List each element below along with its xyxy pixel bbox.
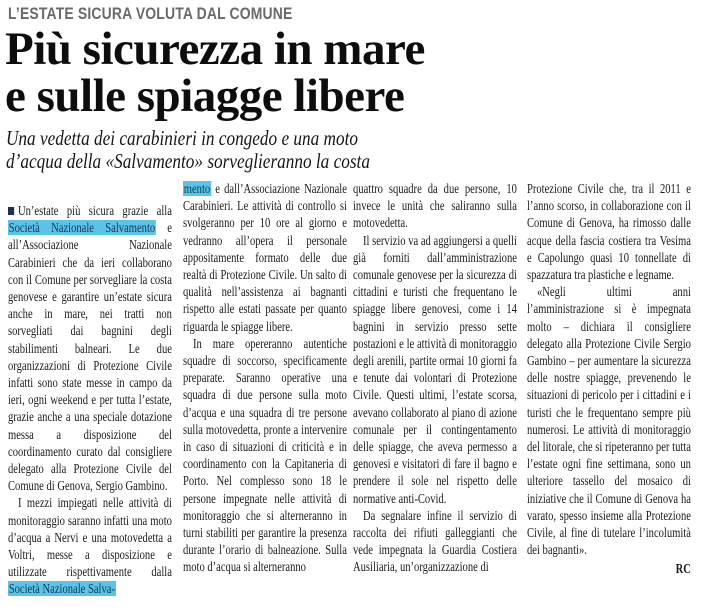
headline: [5, 23, 425, 122]
text-run: Da segnalare infine il servizio di raccolta dei rifiuti galleggianti che vede impegnata la Guardia Costiera Ausiliaria, un’organizzazione di: [353, 507, 517, 575]
text-run: e all’Associazione Nazionale Carabinieri che da ieri collaborano con il Comune per sorvegliare la costa genovese e garantire un’estate sicura anche in mare, nei tratti non sorvegliati dai bagnini degli stabilimenti balneari. Le due organizzazioni di Protezione Civile infatti sono state messe in campo da ieri, ogni weekend e per tutta l’estate, grazie anche a una speciale dotazione messa a disposizione del coordinamento curato dal consigliere delegato alla Protezione Civile del Comune di Genova, Sergio Gambino.: [8, 220, 172, 494]
article-paragraph: [8, 494, 172, 597]
text-run: RC: [675, 561, 691, 577]
article-column-2: [183, 180, 347, 576]
kicker: L’ESTATE SICURA VOLUTA DAL COMUNE: [8, 4, 293, 23]
subheadline-line-2: d’acqua della «Salvamento» sorveglieranno la costa: [6, 149, 370, 173]
article-column-4: [527, 180, 691, 578]
article-paragraph: [527, 180, 691, 283]
author-initials: [527, 560, 691, 577]
text-run: In mare opereranno autentiche squadre di soccorso, specificamente preparate. Saranno operative una squadra di due persone sulla moto d’acqua e una squadra di tre persone sulla motovedetta, pronte a intervenire in caso di situazioni di criticità e in coordinamento con la Capitaneria di Porto. Nel complesso sono 18 le persone impegnate nelle attività di monitoraggio che si alterneranno in turni stabiliti per garantire la presenza durante l’orario di balneazione. Sulla moto d’acqua si alterneranno: [183, 335, 347, 575]
text-run: Il servizio va ad aggiungersi a quelli già forniti dall’amministrazione comunale genovese per la sicurezza di cittadini e turisti che frequentano le spiagge libere genovesi, come i 14 bagnini in servizio presso sette postazioni e le attività di monitoraggio degli arenili, partite ormai 10 giorni fa e tenute dai volontari di Protezione Civile. Questi ultimi, l’estate scorsa, avevano collaborato al piano di azione comunale per il contingentamento delle spiagge, che aveva permesso a genovesi e visitatori di fare il bagno e prendere il sole nel rispetto delle normative anti-Covid.: [353, 232, 517, 506]
article-paragraph: [8, 202, 172, 494]
search-highlight: mento: [183, 181, 211, 196]
article-column-3: [353, 180, 517, 576]
subheadline: [6, 127, 514, 173]
text-run: Un’estate più sicura grazie alla: [17, 203, 172, 218]
text-run: I mezzi impiegati nelle attività di monitoraggio saranno infatti una moto d’acqua a Nervi e una motovedetta a Voltri, messe a disposizione e utilizzate rispettivamente dalla: [8, 495, 172, 580]
text-run: e dall’Associazione Nazionale Carabinieri. Le attività di controllo si svolgeranno per 10 ore al giorno e vedranno all’opera il personale appositamente formato delle due realtà di Protezione Civile. Un salto di qualità nell’assistenza ai bagnanti rispetto alle estati passate per quanto riguarda le spiagge libere.: [183, 181, 347, 334]
headline-line-1: Più sicurezza in mare: [5, 23, 425, 75]
search-highlight: Società Nazionale Salvamento: [8, 220, 156, 236]
article-paragraph: [353, 180, 517, 232]
search-highlight: Società Nazionale Salva-: [8, 581, 116, 597]
article-paragraph: [183, 180, 347, 335]
subheadline-line-1: Una vedetta dei carabinieri in congedo e una moto: [6, 126, 358, 150]
article-paragraph: [527, 283, 691, 558]
text-run: quattro squadre da due persone, 10 invece le unità che saliranno sulla motovedetta.: [353, 181, 517, 231]
article-paragraph: [353, 232, 517, 507]
headline-line-2: e sulle spiagge libere: [5, 70, 405, 122]
article-column-1: [8, 180, 172, 598]
article-paragraph: [353, 507, 517, 576]
square-bullet-icon: [8, 207, 14, 215]
article-paragraph: [183, 335, 347, 576]
text-run: Protezione Civile che, tra il 2011 e l’anno scorso, in collaborazione con il Comune di Genova, ha rimosso dalle acque della fascia costiera tra Vesima e Capolungo quasi 10 tonnellate di spazzatura tra plastiche e legname.: [527, 181, 691, 283]
text-run: «Negli ultimi anni l’amministrazione si è impegnata molto – dichiara il consigliere delegato alla Protezione Civile Sergio Gambino – per aumentare la sicurezza delle nostre spiagge, prevenendo le situazioni di pericolo per i cittadini e i turisti che le frequentano sempre più numerosi. Le attività di monitoraggio del litorale, che si ripeteranno per tutta l’estate ogni fine settimana, sono un ulteriore tassello del mosaico di iniziative che il Comune di Genova ha varato, spesso insieme alla Protezione Civile, al fine di tutelare l’incolumità dei bagnanti».: [527, 284, 691, 558]
